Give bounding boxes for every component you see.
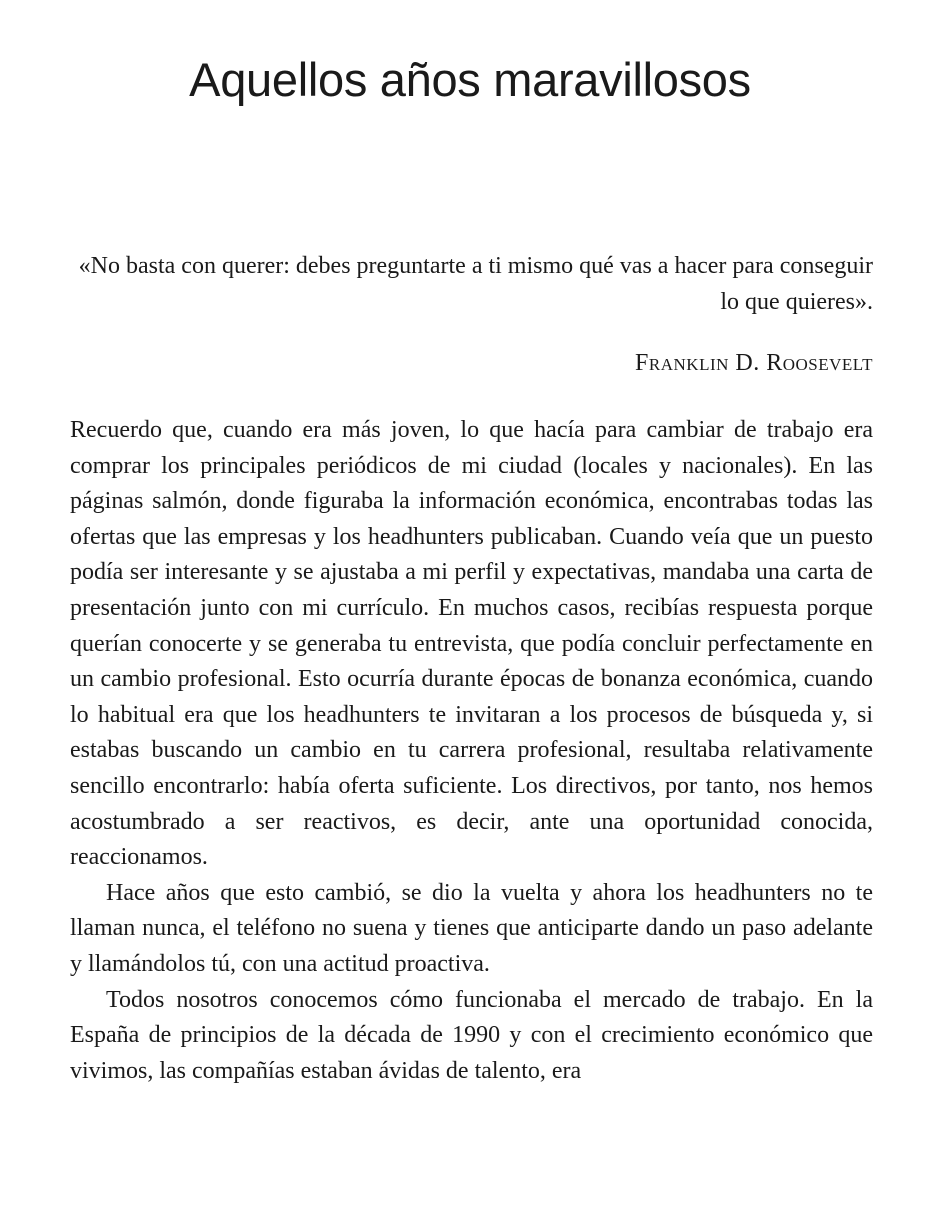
epigraph-quote: «No basta con querer: debes preguntarte a ti mismo qué vas a hacer para conseguir lo que quieres».	[78, 253, 873, 315]
body-paragraph: Todos nosotros conocemos cómo funcionaba el mercado de trabajo. En la España de principios de la década de 1990 y con el crecimiento económico que vivimos, las compañías estaban ávidas de talento, era	[70, 986, 873, 1084]
chapter-title: Aquellos años maravillosos	[189, 53, 751, 106]
epigraph-author: Franklin D. Roosevelt	[635, 350, 873, 376]
body-paragraph: Hace años que esto cambió, se dio la vuelta y ahora los headhunters no te llaman nunca, el teléfono no suena y tienes que anticiparte dando un paso adelante y llamándolos tú, con una actitud proactiva.	[70, 879, 873, 977]
body-text	[70, 413, 873, 1089]
body-paragraph: Recuerdo que, cuando era más joven, lo que hacía para cambiar de trabajo era comprar los principales periódicos de mi ciudad (locales y nacionales). En las páginas salmón, donde figuraba la información económica, encontrabas todas las ofertas que las empresas y los headhunters publicaban. Cuando veía que un puesto podía ser interesante y se ajustaba a mi perfil y expectativas, mandaba una carta de presentación junto con mi currículo. En muchos casos, recibías respuesta porque querían conocerte y se generaba tu entrevista, que podía concluir perfectamente en un cambio profesional. Esto ocurría durante épocas de bonanza económica, cuando lo habitual era que los headhunters te invitaran a los procesos de búsqueda y, si estabas buscando un cambio en tu carrera profesional, resultaba relativamente sencillo encontrarlo: había oferta suficiente. Los directivos, por tanto, nos hemos acostumbrado a ser reactivos, es decir, ante una oportunidad conocida, reaccionamos.	[70, 417, 873, 871]
